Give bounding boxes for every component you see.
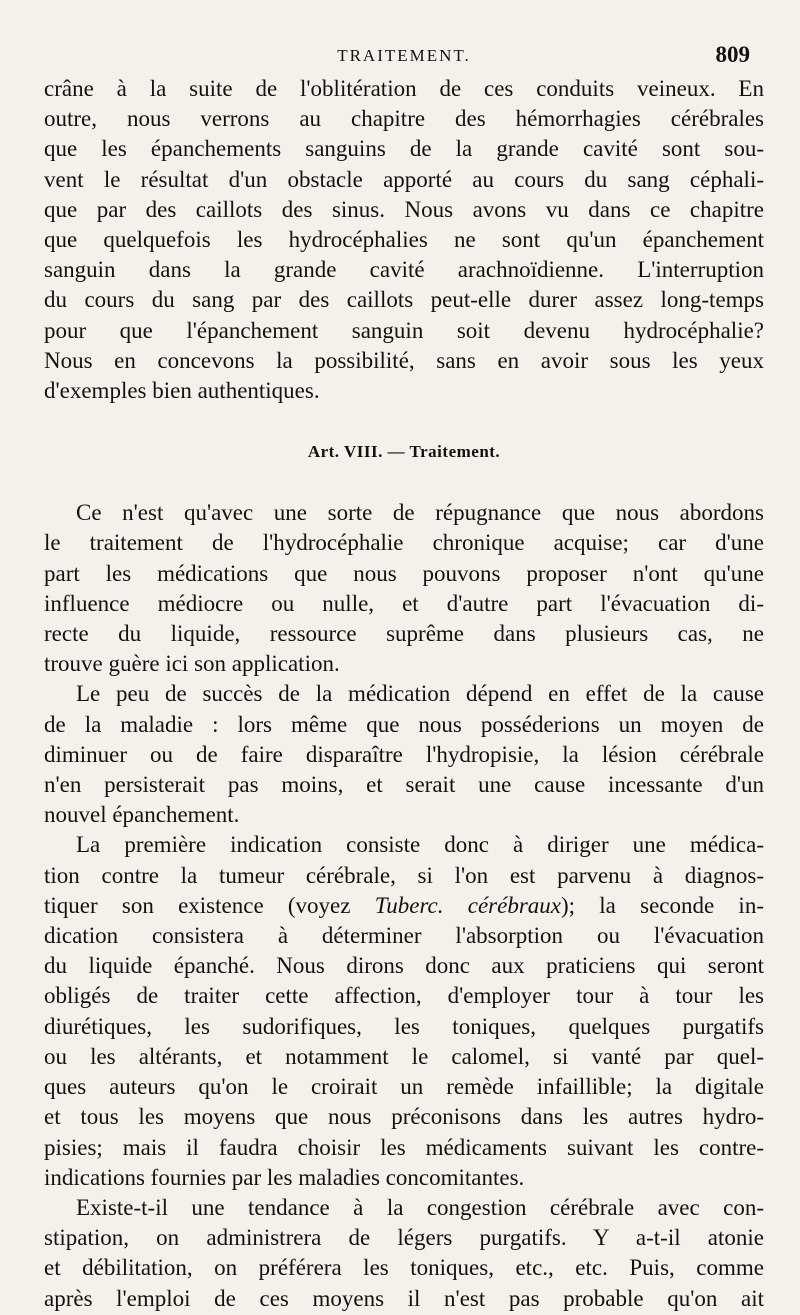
text-line: obligés de traiter cette affection, d'employer tour à tour les bbox=[44, 983, 764, 1009]
text-line: Nous en concevons la possibilité, sans en avoir sous les yeux bbox=[44, 347, 764, 373]
text-line: que quelquefois les hydrocéphalies ne sont qu'un épanchement bbox=[44, 227, 764, 253]
text-fragment: tiquer son existence (voyez bbox=[44, 892, 375, 918]
intro-paragraph bbox=[44, 74, 764, 406]
page-number: 809 bbox=[715, 42, 750, 67]
text-line: et débilitation, on préférera les toniques, etc., etc. Puis, comme bbox=[44, 1255, 764, 1281]
paragraph-2 bbox=[44, 679, 764, 830]
text-line: Existe-t-il une tendance à la congestion cérébrale avec con- bbox=[76, 1194, 764, 1220]
text-line: indications fournies par les maladies concomitantes. bbox=[44, 1164, 525, 1190]
text-line: tion contre la tumeur cérébrale, si l'on est parvenu à diagnos- bbox=[44, 862, 764, 888]
text-line: part les médications que nous pouvons proposer n'ont qu'une bbox=[44, 560, 764, 586]
paragraph-3 bbox=[44, 830, 764, 1192]
text-line: diminuer ou de faire disparaître l'hydropisie, la lésion cérébrale bbox=[44, 741, 764, 767]
text-line: ques auteurs qu'on le croirait un remède infaillible; la digitale bbox=[44, 1074, 764, 1100]
text-line: influence médiocre ou nulle, et d'autre part l'évacuation di- bbox=[44, 590, 764, 616]
text-line: n'en persisterait pas moins, et serait une cause incessante d'un bbox=[44, 772, 764, 798]
text-line-with-reference bbox=[44, 891, 764, 921]
text-line: du cours du sang par des caillots peut-elle durer assez long-temps bbox=[44, 287, 764, 313]
text-line: d'exemples bien authentiques. bbox=[44, 378, 320, 404]
running-title: TRAITEMENT. bbox=[337, 46, 471, 65]
text-line: ou les altérants, et notamment le calomel, si vanté par quel- bbox=[44, 1043, 764, 1069]
text-line: diurétiques, les sudorifiques, les toniques, quelques purgatifs bbox=[44, 1013, 764, 1039]
text-line: recte du liquide, ressource suprême dans plusieurs cas, ne bbox=[44, 621, 764, 647]
text-line: Ce n'est qu'avec une sorte de répugnance que nous abordons bbox=[76, 500, 764, 526]
text-fragment: ); la seconde in- bbox=[560, 892, 764, 918]
paragraph-1 bbox=[44, 498, 764, 679]
text-line: vent le résultat d'un obstacle apporté au cours du sang céphali- bbox=[44, 166, 764, 192]
text-line: stipation, on administrera de légers purgatifs. Y a-t-il atonie bbox=[44, 1225, 764, 1251]
article-heading: Art. VIII. — Traitement. bbox=[307, 442, 501, 462]
text-line: outre, nous verrons au chapitre des hémorrhagies cérébrales bbox=[44, 106, 764, 132]
text-line: trouve guère ici son application. bbox=[44, 651, 340, 677]
text-line: après l'emploi de ces moyens il n'est pas probable qu'on ait bbox=[44, 1285, 764, 1311]
text-line: nouvel épanchement. bbox=[44, 802, 240, 828]
text-line: crâne à la suite de l'oblitération de ces conduits veineux. En bbox=[44, 76, 764, 101]
running-header bbox=[44, 40, 764, 74]
paragraph-4 bbox=[44, 1193, 764, 1314]
text-line: que par des caillots des sinus. Nous avons vu dans ce chapitre bbox=[44, 196, 764, 222]
text-line: que les épanchements sanguins de la grande cavité sont sou- bbox=[44, 136, 764, 162]
cross-reference: Tuberc. cérébraux bbox=[374, 892, 561, 918]
text-line: La première indication consiste donc à diriger une médica- bbox=[76, 832, 764, 858]
text-line: pisies; mais il faudra choisir les médicaments suivant les contre- bbox=[44, 1134, 764, 1160]
text-line: dication consistera à déterminer l'absorption ou l'évacuation bbox=[44, 923, 764, 949]
text-line: sanguin dans la grande cavité arachnoïdienne. L'interruption bbox=[44, 257, 764, 283]
text-line: du liquide épanché. Nous dirons donc aux praticiens qui seront bbox=[44, 953, 764, 979]
text-line: et tous les moyens que nous préconisons dans les autres hydro- bbox=[44, 1104, 764, 1130]
text-line: le traitement de l'hydrocéphalie chronique acquise; car d'une bbox=[44, 530, 764, 556]
text-line: de la maladie : lors même que nous posséderions un moyen de bbox=[44, 711, 764, 737]
text-line: pour que l'épanchement sanguin soit devenu hydrocéphalie? bbox=[44, 317, 764, 343]
text-line: Le peu de succès de la médication dépend en effet de la cause bbox=[76, 681, 764, 707]
